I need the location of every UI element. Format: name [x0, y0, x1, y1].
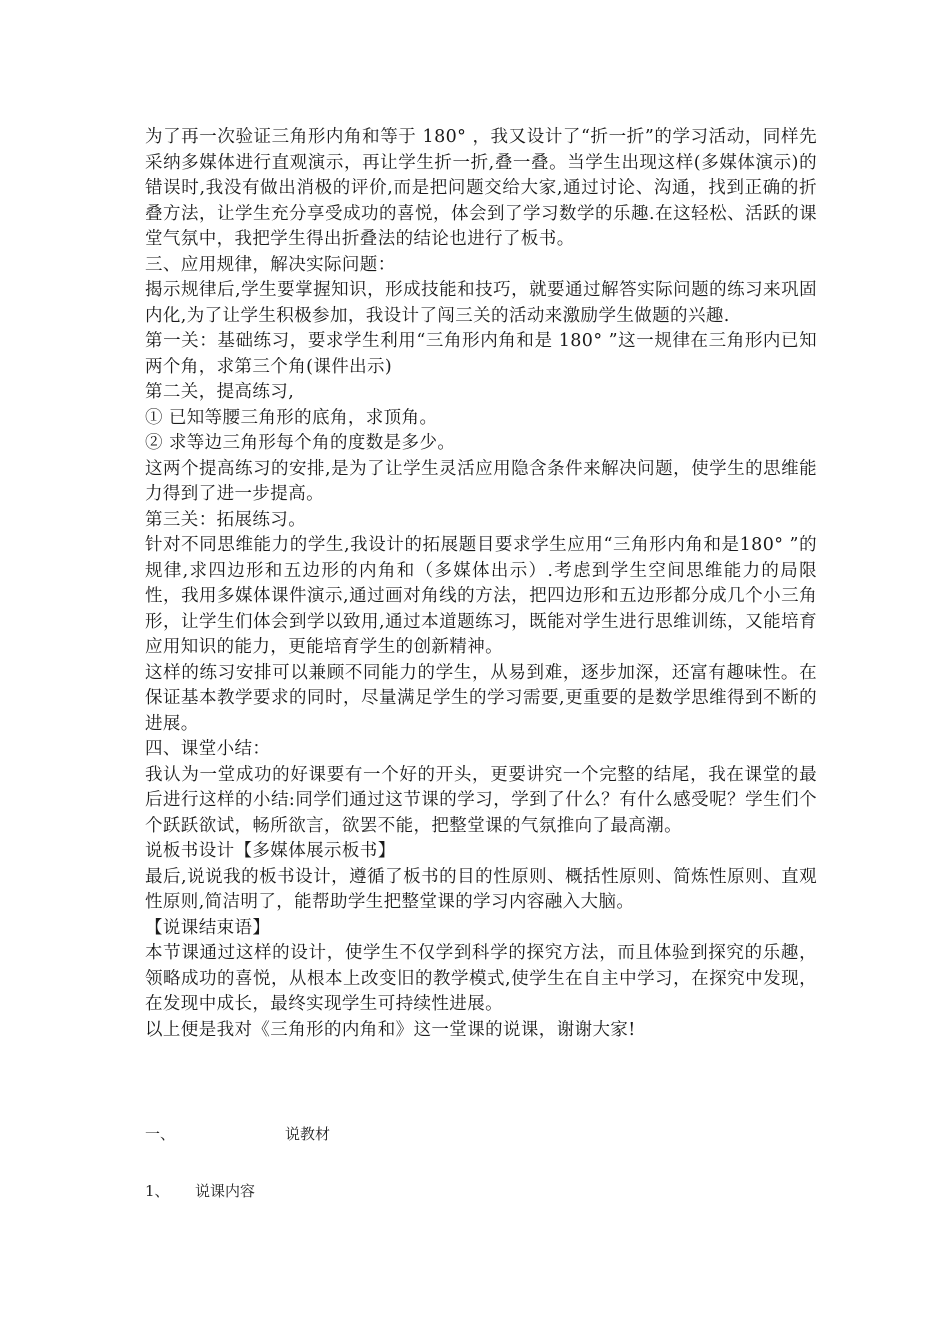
section-heading-title: 说教材 — [285, 1125, 331, 1143]
heading-closing: 【说课结束语】 — [145, 917, 271, 938]
list-item-isosceles: ① 已知等腰三角形的底角，求顶角。 — [145, 407, 438, 428]
section-heading-number: 一、 — [145, 1125, 176, 1143]
paragraph-practice-arrangement: 这样的练习安排可以兼顾不同能力的学生，从易到难，逐步加深，还富有趣味性。在保证基本教学要求的同时，尽量满足学生的学习需要,更重要的是数学思维得到不断的进展。 — [145, 662, 817, 734]
section-apply-rules: 三、应用规律，解决实际问题： — [145, 254, 396, 275]
section-class-summary: 四、课堂小结： — [145, 739, 271, 759]
paragraph-level-two: 第二关，提高练习, — [145, 382, 295, 402]
section-heading — [145, 1123, 330, 1144]
paragraph-summary: 我认为一堂成功的好课要有一个好的开头，更要讲究一个完整的结尾，我在课堂的最后进行这样的小结:同学们通过这节课的学习，学到了什么？有什么感受呢？学生们个个跃跃欲试，畅所欲言，欲罢不能，把整堂课的气氛推向了最高潮。 — [145, 764, 817, 836]
paragraph-thanks: 以上便是我对《三角形的内角和》这一堂课的说课，谢谢大家! — [145, 1019, 636, 1040]
sub-heading — [145, 1180, 255, 1201]
paragraph-level-two-purpose: 这两个提高练习的安排,是为了让学生灵活应用隐含条件来解决问题，使学生的思维能力得到了进一步提高。 — [145, 458, 817, 504]
paragraph-closing: 本节课通过这样的设计，使学生不仅学到科学的探究方法，而且体验到探究的乐趣，领略成功的喜悦，从根本上改变旧的教学模式,使学生在自主中学习，在探究中发现，在发现中成长，最终实现学生可持续性进展。 — [145, 943, 817, 1014]
paragraph-level-one: 第一关：基础练习，要求学生利用“三角形内角和是 180° ”这一规律在三角形内已知两个角，求第三个角(课件出示) — [145, 331, 817, 377]
list-item-equilateral: ② 求等边三角形每个角的度数是多少。 — [145, 433, 456, 453]
paragraph-extension-task: 针对不同思维能力的学生,我设计的拓展题目要求学生应用“三角形内角和是180° ”的规律,求四边形和五边形的内角和（多媒体出示）.考虑到学生空间思维能力的局限性，我用多媒体课件演示,通过画对角线的方法，把四边形和五边形都分成几个小三角形，让学生们体会到学以致用,通过本道题练习，既能对学生进行思维训练，又能培育应用知识的能力，更能培育学生的创新精神。 — [145, 535, 817, 657]
heading-board-design: 说板书设计【多媒体展示板书】 — [145, 841, 396, 861]
paragraph-fold-activity: 为了再一次验证三角形内角和等于 180° ，我又设计了“折一折”的学习活动，同样先采纳多媒体进行直观演示，再让学生折一折,叠一叠。当学生出现这样(多媒体演示)的错误时,我没有做出消极的评价,而是把问题交给大家,通过讨论、沟通，找到正确的折叠方法，让学生充分享受成功的喜悦，体会到了学习数学的乐趣.在这轻松、活跃的课堂气氛中，我把学生得出折叠法的结论也进行了板书。 — [145, 127, 817, 249]
paragraph-three-levels-intro: 揭示规律后,学生要掌握知识，形成技能和技巧，就要通过解答实际问题的练习来巩固内化,为了让学生积极参加，我设计了闯三关的活动来激励学生做题的兴趣. — [145, 280, 817, 326]
sub-heading-title: 说课内容 — [195, 1182, 256, 1200]
paragraph-level-three: 第三关：拓展练习。 — [145, 509, 307, 530]
paragraph-board-design: 最后,说说我的板书设计，遵循了板书的目的性原则、概括性原则、简炼性原则、直观性原则,简洁明了，能帮助学生把整堂课的学习内容融入大脑。 — [145, 866, 817, 912]
document-body — [145, 125, 817, 1043]
sub-heading-number: 1、 — [145, 1182, 170, 1200]
